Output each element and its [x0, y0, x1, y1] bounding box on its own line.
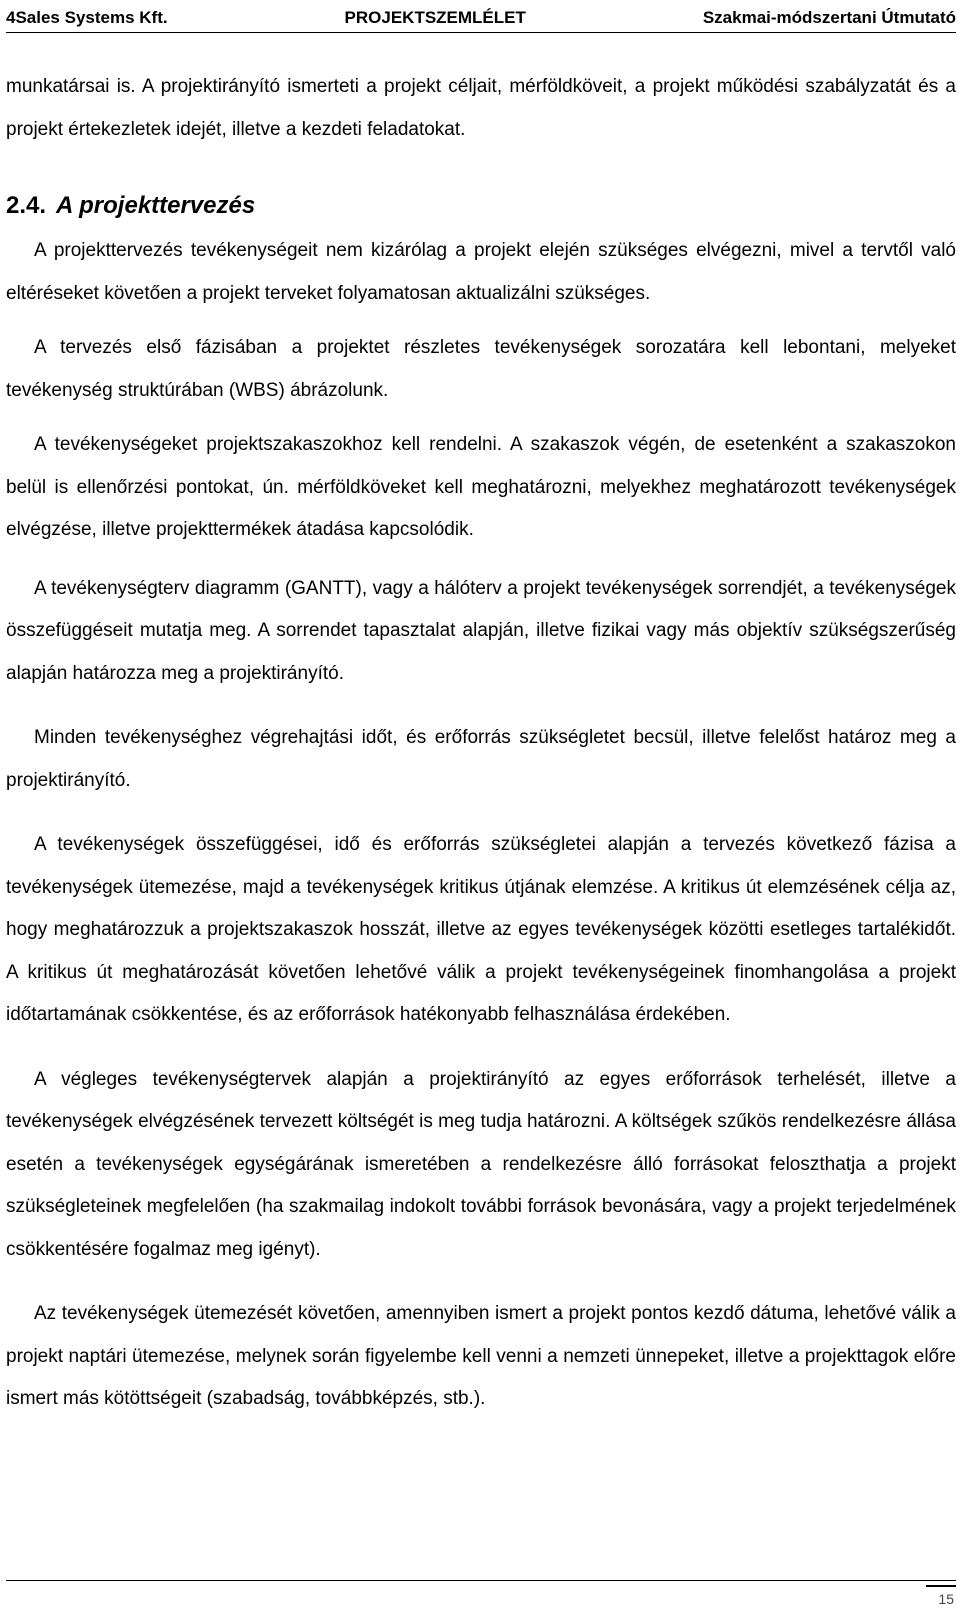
paragraph-6: A tevékenységek összefüggései, idő és erőforrás szükségletei alapján a tervezés következő fázisa a tevékenységek ütemezése, majd a tevékenységek kritikus útjának elemzése. A kritikus út elemzésének célja az, hogy meghatározzuk a projektszakaszok hosszát, illetve az egyes tevékenységek közötti esetleges tartalékidőt. A kritikus út meghatározását követően lehetővé válik a projekt tevékenységeinek finomhangolása a projekt időtartamának csökkentése, és az erőforrások hatékonyabb felhasználása érdekében. [6, 834, 956, 1025]
page-number: 15 [938, 1591, 954, 1607]
page-number-rule [926, 1585, 956, 1587]
document-body [6, 66, 956, 1421]
paragraph-2: A tervezés első fázisában a projektet részletes tevékenységek sorozatára kell lebontani, melyeket tevékenység struktúrában (WBS) ábrázolunk. [6, 337, 956, 401]
header-company: 4Sales Systems Kft. [6, 8, 168, 27]
section-title: A projekttervezés [56, 192, 256, 219]
header-subtitle: Szakmai-módszertani Útmutató [702, 8, 956, 27]
footer-divider [6, 1580, 956, 1581]
intro-paragraph: munkatársai is. A projektirányító ismerteti a projekt céljait, mérföldköveit, a projekt működési szabályzatát és a projekt értekezletek idejét, illetve a kezdeti feladatokat. [6, 76, 956, 140]
paragraph-1: A projekttervezés tevékenységeit nem kizárólag a projekt elején szükséges elvégezni, mivel a tervtől való eltéréseket követően a projekt terveket folyamatosan aktualizálni szükséges. [6, 240, 956, 304]
section-heading [6, 188, 956, 224]
paragraph-4: A tevékenységterv diagramm (GANTT), vagy a hálóterv a projekt tevékenységek sorrendjét, a tevékenységek összefüggéseit mutatja meg. A sorrendet tapasztalat alapján, illetve fizikai vagy más objektív szükségszerűség alapján határozza meg a projektirányító. [6, 577, 956, 684]
header-title: PROJEKTSZEMLÉLET [344, 8, 526, 27]
section-number: 2.4. [6, 192, 47, 219]
paragraph-7: A végleges tevékenységtervek alapján a projektirányító az egyes erőforrások terhelését, illetve a tevékenységek elvégzésének tervezett költségét is meg tudja határozni. A költségek szűkös rendelkezésre állása esetén a tevékenységek egységárának ismeretében a rendelkezésre álló forrásokat feloszthatja a projekt szükségleteinek megfelelően (ha szakmailag indokolt további források bevonására, vagy a projekt terjedelmének csökkentésére fogalmaz meg igényt). [6, 1068, 956, 1260]
paragraph-8: Az tevékenységek ütemezését követően, amennyiben ismert a projekt pontos kezdő dátuma, lehetővé válik a projekt naptári ütemezése, melynek során figyelembe kell venni a nemzeti ünnepeket, illetve a projekttagok előre ismert más kötöttségeit (szabadság, továbbképzés, stb.). [6, 1303, 956, 1409]
page-header [6, 4, 956, 33]
paragraph-3: A tevékenységeket projektszakaszokhoz kell rendelni. A szakaszok végén, de esetenként a szakaszokon belül is ellenőrzési pontokat, ún. mérföldköveket kell meghatározni, melyekhez meghatározott tevékenységek elvégzése, illetve projekttermékek átadása kapcsolódik. [6, 434, 956, 540]
paragraph-5: Minden tevékenységhez végrehajtási időt, és erőforrás szükségletet becsül, illetve felelőst határoz meg a projektirányító. [6, 727, 956, 791]
